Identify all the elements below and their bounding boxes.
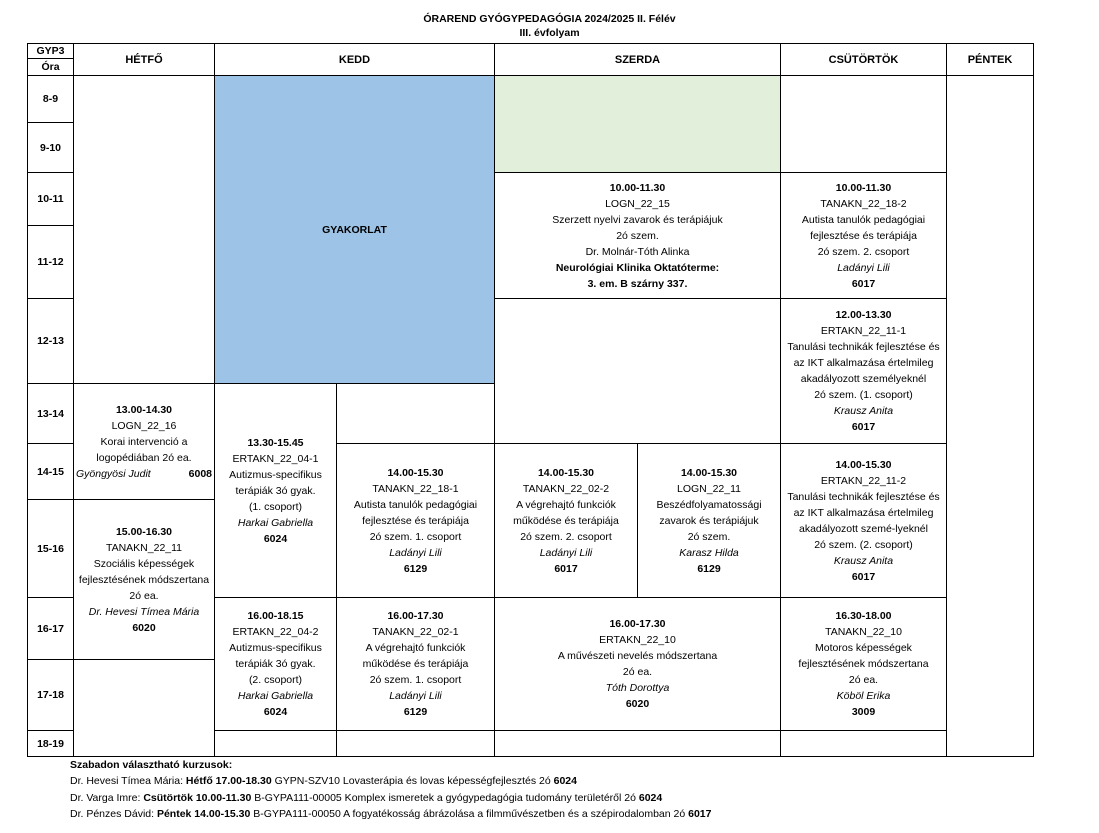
morning-block-szerda bbox=[494, 75, 781, 173]
course-block-szerda-1000[interactable]: 10.00-11.30 LOGN_22_15 Szerzett nyelvi zavarok és terápiájuk 2ó szem. Dr. Molnár-Tóth Alinka Neurológiai Klinika Oktatóterme: 3. em. B szárny 337. bbox=[494, 172, 781, 299]
empty-slot bbox=[336, 383, 495, 444]
empty-slot bbox=[494, 730, 781, 757]
hour-label: 9-10 bbox=[27, 122, 74, 173]
course-block-kedd-1330[interactable]: 13.30-15.45 ERTAKN_22_04-1 Autizmus-specifikus terápiák 3ó gyak. (1. csoport) Harkai Gabriella 6024 bbox=[214, 383, 337, 598]
empty-slot bbox=[73, 659, 215, 757]
elective-item: Dr. Hevesi Tímea Mária: Hétfő 17.00-18.30 GYPN-SZV10 Lovasterápia és lovas képességfejlesztés 2ó 6024 bbox=[70, 775, 577, 787]
page-subtitle: III. évfolyam bbox=[519, 27, 580, 39]
hour-label: 16-17 bbox=[27, 597, 74, 660]
empty-slot bbox=[73, 75, 215, 384]
empty-slot bbox=[780, 730, 947, 757]
day-header-kedd: KEDD bbox=[214, 43, 495, 76]
hour-label: 11-12 bbox=[27, 225, 74, 299]
hour-label: 17-18 bbox=[27, 659, 74, 731]
hour-label: 10-11 bbox=[27, 172, 74, 226]
empty-slot bbox=[336, 730, 495, 757]
hour-label: 18-19 bbox=[27, 730, 74, 757]
empty-slot bbox=[946, 75, 1034, 757]
room-number: 6008 bbox=[188, 467, 212, 480]
day-header-hetfo: HÉTFŐ bbox=[73, 43, 215, 76]
course-block-kedd-1600b[interactable]: 16.00-17.30 TANAKN_22_02-1 A végrehajtó funkciók működése és terápiája 2ó szem. 1. csoport Ladányi Lili 6129 bbox=[336, 597, 495, 731]
course-block-hetfo-1500[interactable]: 15.00-16.30 TANAKN_22_11 Szociális képességek fejlesztésének módszertana 2ó ea. Dr. Hevesi Tímea Mária 6020 bbox=[73, 499, 215, 660]
hour-label: 15-16 bbox=[27, 499, 74, 598]
elective-heading: Szabadon választható kurzusok: bbox=[70, 759, 233, 771]
course-block-kedd-1600[interactable]: 16.00-18.15 ERTAKN_22_04-2 Autizmus-specifikus terápiák 3ó gyak. (2. csoport) Harkai Gabriella 6024 bbox=[214, 597, 337, 731]
course-block-csutortok-1000[interactable]: 10.00-11.30 TANAKN_22_18-2 Autista tanulók pedagógiai fejlesztése és terápiája 2ó szem. 2. csoport Ladányi Lili 6017 bbox=[780, 172, 947, 299]
course-block-szerda-1400a[interactable]: 14.00-15.30 TANAKN_22_02-2 A végrehajtó funkciók működése és terápiája 2ó szem. 2. csoport Ladányi Lili 6017 bbox=[494, 443, 638, 598]
day-header-pentek: PÉNTEK bbox=[946, 43, 1034, 76]
hour-label: 14-15 bbox=[27, 443, 74, 500]
practice-block-gyakorlat[interactable]: GYAKORLAT bbox=[214, 75, 495, 384]
hour-label: 13-14 bbox=[27, 383, 74, 444]
page-title: ÓRAREND GYÓGYPEDAGÓGIA 2024/2025 II. Félév bbox=[423, 13, 676, 25]
hour-column-label: Óra bbox=[27, 58, 74, 76]
teacher-name: Gyöngyösi Judit bbox=[76, 467, 151, 480]
empty-slot bbox=[214, 730, 337, 757]
elective-item: Dr. Varga Imre: Csütörtök 10.00-11.30 B-GYPA111-00005 Komplex ismeretek a gyógypedagógia tudomány területéről 2ó 6024 bbox=[70, 792, 663, 804]
group-label: GYP3 bbox=[27, 43, 74, 59]
course-block-csutortok-1630[interactable]: 16.30-18.00 TANAKN_22_10 Motoros képességek fejlesztésének módszertana 2ó ea. Köböl Erika 3009 bbox=[780, 597, 947, 731]
course-block-kedd-1400[interactable]: 14.00-15.30 TANAKN_22_18-1 Autista tanulók pedagógiai fejlesztése és terápiája 2ó szem. 1. csoport Ladányi Lili 6129 bbox=[336, 443, 495, 598]
day-header-csutortok: CSÜTÖRTÖK bbox=[780, 43, 947, 76]
course-block-csutortok-1200[interactable]: 12.00-13.30 ERTAKN_22_11-1 Tanulási technikák fejlesztése és az IKT alkalmazása értelmileg akadályozott személyeknél 2ó szem. (1. csoport) Krausz Anita 6017 bbox=[780, 298, 947, 444]
hour-label: 12-13 bbox=[27, 298, 74, 384]
course-block-hetfo-1300[interactable]: 13.00-14.30 LOGN_22_16 Korai intervenció a logopédiában 2ó ea. Gyöngyösi Judit 6008 bbox=[73, 383, 215, 500]
course-block-szerda-1400b[interactable]: 14.00-15.30 LOGN_22_11 Beszédfolyamatossági zavarok és terápiájuk 2ó szem. Karasz Hilda 6129 bbox=[637, 443, 781, 598]
course-block-csutortok-1400[interactable]: 14.00-15.30 ERTAKN_22_11-2 Tanulási technikák fejlesztése és az IKT alkalmazása értelmileg akadályozott szemé-lyeknél 2ó szem. (2. csoport) Krausz Anita 6017 bbox=[780, 443, 947, 598]
day-header-szerda: SZERDA bbox=[494, 43, 781, 76]
elective-item: Dr. Pénzes Dávid: Péntek 14.00-15.30 B-GYPA111-00050 A fogyatékosság ábrázolása a filmművészetben és a szépirodalomban 2ó 6017 bbox=[70, 808, 712, 820]
empty-slot bbox=[494, 298, 781, 444]
empty-slot bbox=[780, 75, 947, 173]
course-block-szerda-1600[interactable]: 16.00-17.30 ERTAKN_22_10 A művészeti nevelés módszertana 2ó ea. Tóth Dorottya 6020 bbox=[494, 597, 781, 731]
hour-label: 8-9 bbox=[27, 75, 74, 123]
